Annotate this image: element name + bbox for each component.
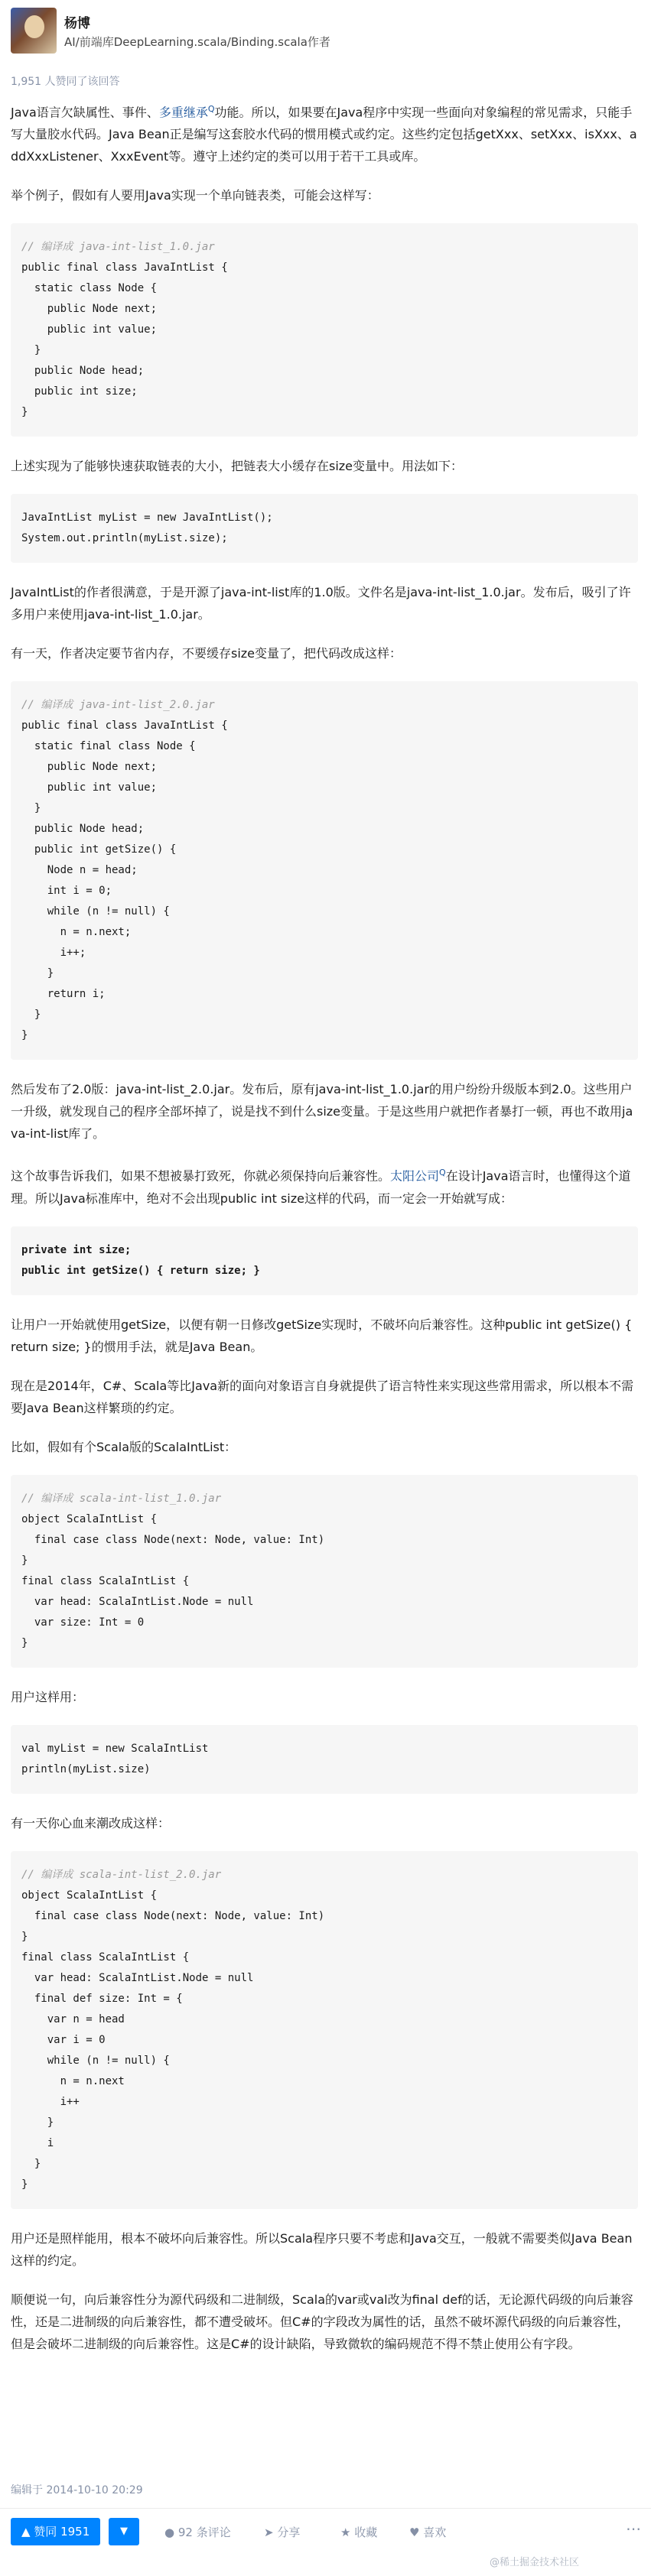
paragraph: 用户还是照样能用，根本不破坏向后兼容性。所以Scala程序只要不考虑和Java交互，一般就不需要类似Java Bean这样的约定。 (11, 2230, 633, 2268)
downvote-button[interactable]: ▼ (109, 2518, 139, 2545)
code-block: private int size; public int getSize() { return size; } (11, 1226, 638, 1295)
paragraph: JavaIntList的作者很满意，于是开源了java-int-list库的1.0版。文件名是java-int-list_1.0.jar。发布后，吸引了许多用户来使用java-int-list_1.0.jar。 (11, 585, 631, 622)
paragraph: 有一天你心血来潮改成这样： (11, 1815, 171, 1830)
code-block: JavaIntList myList = new JavaIntList(); System.out.println(myList.size); (11, 494, 638, 563)
search-icon[interactable]: Q (207, 104, 215, 114)
paragraph: 举个例子，假如有人要用Java实现一个单向链表类，可能会这样写： (11, 188, 379, 203)
more-icon[interactable]: ⋯ (626, 2519, 641, 2538)
avatar[interactable] (11, 8, 57, 54)
upvote-count-note[interactable]: 1,951 人赞同了该回答 (11, 76, 120, 88)
code-block: // 编译成 java-int-list_2.0.jar public final class JavaIntList { static final class Node { public Node next; public int value; } public Node head; public int getSize() { Node n = head; int i = 0; while (n != null) { n = n.next; i++; } return i; } } (11, 681, 638, 1060)
paragraph: 现在是2014年，C#、Scala等比Java新的面向对象语言自身就提供了语言特性来实现这些常用需求，所以根本不需要Java Bean这样繁琐的约定。 (11, 1378, 634, 1415)
author-header (11, 8, 638, 66)
like-button[interactable]: ♥ 喜欢 (409, 2526, 447, 2539)
share-icon: ➤ (264, 2526, 274, 2539)
answer-content (11, 98, 638, 2372)
search-icon[interactable]: Q (439, 1168, 446, 1178)
paragraph: 这个故事告诉我们，如果不想被暴打致死，你就必须保持向后兼容性。太阳公司$^Q$在设计Java语言时，也懂得这个道理。所以Java标准库中，绝对不会出现public int size这样的代码，而一定会一开始就写成： (11, 1168, 631, 1206)
code-block: // 编译成 scala-int-list_2.0.jar object ScalaIntList { final case class Node(next: Node, value: Int) } final class ScalaIntList { var head: ScalaIntList.Node = null final def size: Int = { var n = head var i = 0 while (n != null) { n = n.next i++ } i } } (11, 1851, 638, 2209)
paragraph: 让用户一开始就使用getSize，以便有朝一日修改getSize实现时，不破坏向后兼容性。这种public int getSize() { return size; }的惯用手法，就是Java Bean。 (11, 1317, 633, 1354)
keyword-link[interactable]: 太阳公司 (390, 1168, 440, 1184)
author-bio: AI/前端库DeepLearning.scala/Binding.scala作者 (64, 35, 330, 49)
watermark: @稀土掘金技术社区 (490, 2557, 580, 2568)
author-name[interactable]: 杨博 (64, 16, 90, 31)
paragraph: 上述实现为了能够快速获取链表的大小，把链表大小缓存在size变量中。用法如下： (11, 459, 464, 474)
paragraph: 然后发布了2.0版：java-int-list_2.0.jar。发布后，原有java-int-list_1.0.jar的用户纷纷升级版本到2.0。这些用户一升级，就发现自己的程序全部坏掉了，说是找不到什么size变量。于是这些用户就把作者暴打一顿，再也不敢用java-int-list库了。 (11, 1082, 633, 1142)
action-bar (0, 2508, 651, 2555)
code-block: // 编译成 scala-int-list_1.0.jar object ScalaIntList { final case class Node(next: Node, value: Int) } final class ScalaIntList { var head: ScalaIntList.Node = null var size: Int = 0 } (11, 1475, 638, 1668)
paragraph: 比如，假如有个Scala版的ScalaIntList： (11, 1439, 237, 1454)
paragraph: 用户这样用： (11, 1689, 85, 1704)
code-block: // 编译成 java-int-list_1.0.jar public final class JavaIntList { static class Node { public Node next; public int value; } public Node head; public int size; } (11, 223, 638, 437)
paragraph: Java语言欠缺属性、事件、多重继承$^Q$功能。所以，如果要在Java程序中实现一些面向对象编程的常见需求，只能手写大量胶水代码。Java Bean正是编写这套胶水代码的惯用模式或约定。这些约定包括getXxx、setXxx、isXxx、addXxxListener、XxxEvent等。遵守上述约定的类可以用于若干工具或库。 (11, 104, 637, 164)
comments-button[interactable]: ● 92 条评论 (164, 2526, 231, 2539)
bookmark-icon: ★ (340, 2526, 351, 2539)
paragraph: 有一天，作者决定要节省内存，不要缓存size变量了，把代码改成这样： (11, 646, 402, 661)
upvote-button[interactable]: ▲ 赞同 1951 (11, 2518, 100, 2545)
edit-time[interactable]: 编辑于 2014-10-10 20:29 (11, 2484, 143, 2496)
share-button[interactable]: ➤ 分享 (264, 2526, 301, 2539)
heart-icon: ♥ (409, 2526, 420, 2539)
code-block: val myList = new ScalaIntList println(myList.size) (11, 1725, 638, 1794)
paragraph: 顺便说一句，向后兼容性分为源代码级和二进制级，Scala的var或val改为final def的话，无论源代码级的向后兼容性，还是二进制级的向后兼容性，都不遭受破坏。但C#的字段改为属性的话，虽然不破坏源代码级的向后兼容性，但是会破坏二进制级的向后兼容性。这是C#的设计缺陷，导致微软的编码规范不得不禁止使用公有字段。 (11, 2292, 633, 2351)
keyword-link[interactable]: 多重继承 (158, 105, 208, 120)
collect-button[interactable]: ★ 收藏 (340, 2526, 378, 2539)
comment-icon: ● (164, 2526, 175, 2539)
